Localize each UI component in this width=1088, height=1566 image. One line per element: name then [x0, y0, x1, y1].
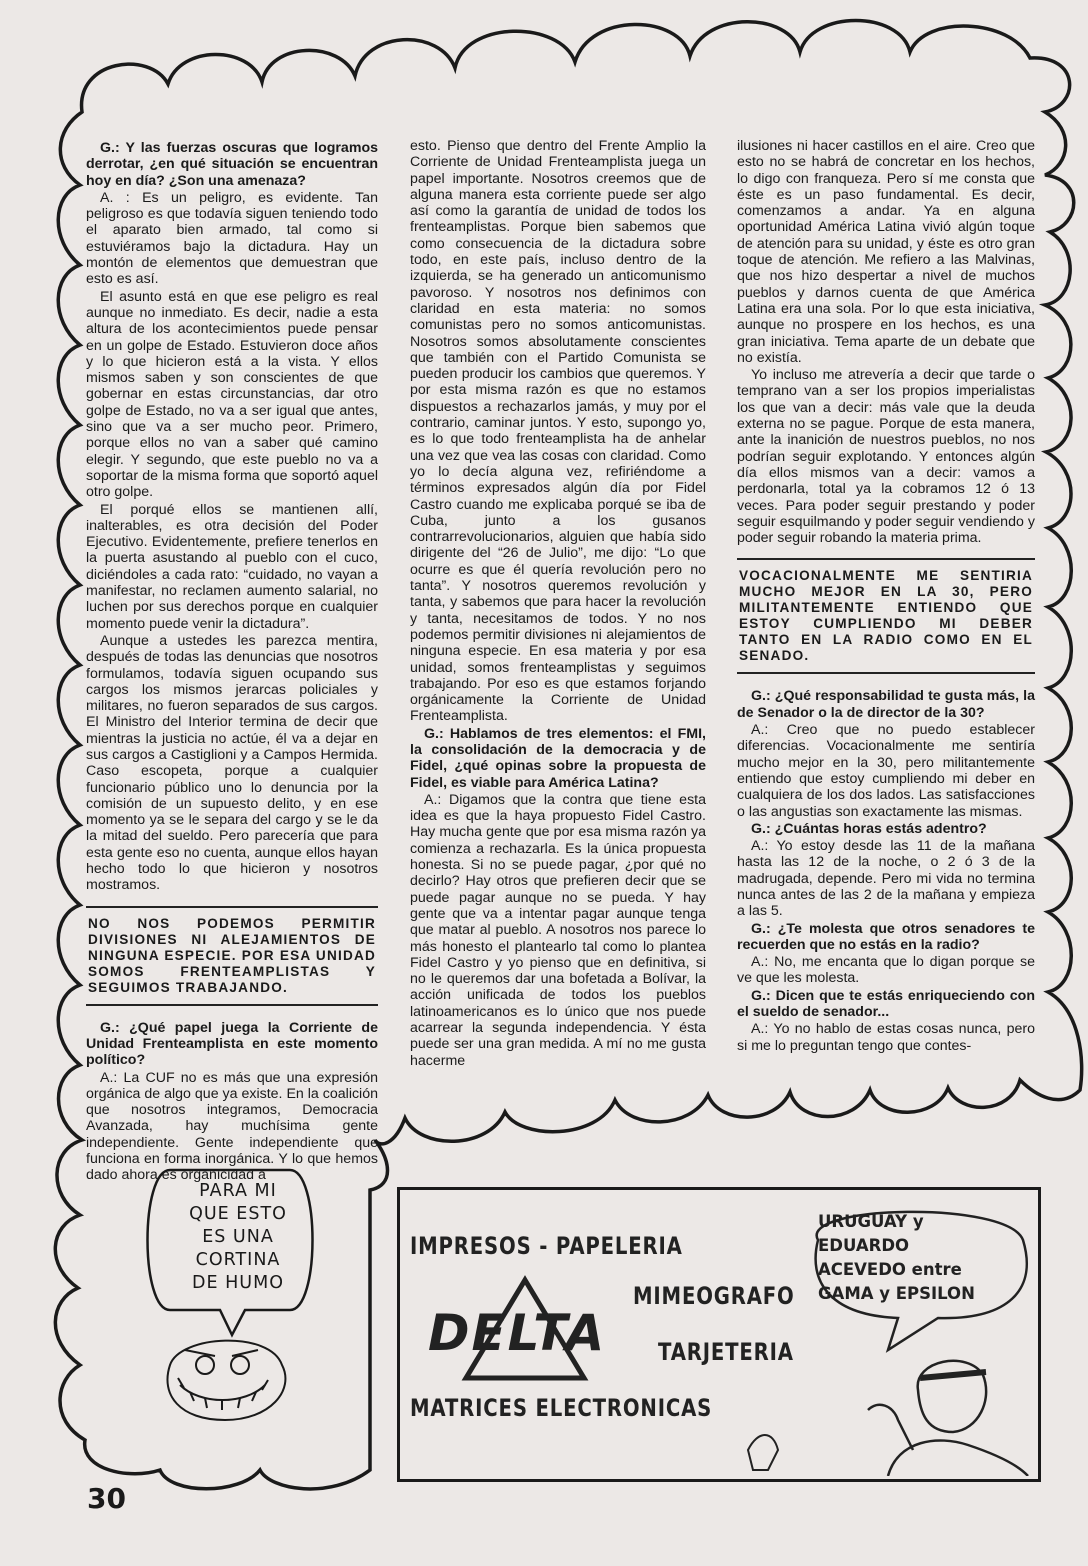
- ad-speech-line: ACEVEDO entre: [818, 1260, 962, 1279]
- article-paragraph: El asunto está en que ese peligro es real aunque no inmediato. Es decir, nadie a esta altura de los acontecimientos puede pensar en un golpe de Estado. Estuvieron doce años y lo que hicieron está a la vista. Y ellos mismos saben y son conscientes de que gobernar en estas circunstancias, dar otro golpe de Estado, no va a ser igual que antes, sino que va a ser mucho peor. Primero, porque ellos no van a saber qué camino elegir. Y segundo, que este pueblo no va a soportar de la misma forma que soportó aquel otro golpe.: [86, 288, 378, 501]
- article-paragraph: A.: No, me encanta que lo digan porque se ve que les molesta.: [737, 954, 1035, 987]
- ad-line-mimeografo: MIMEOGRAFO: [633, 1282, 795, 1310]
- article-paragraph: A.: Yo estoy desde las 11 de la mañana hasta las 12 de la noche, o 2 ó 3 de la madrugada, depende. Pero mi vida no termina nunca antes de las 2 de la mañana y empieza a las 5.: [737, 838, 1035, 920]
- article-paragraph: A.: Digamos que la contra que tiene esta idea es que la haya propuesto Fidel Castro. Hay mucha gente que por esa misma razón ya comienza a rechazarla. Es la única propuesta honesta. Si no se puede pagar, ¿por qué no decirlo? Hay otros que prefieren decir que se puede pagar aunque no se pueda. Y hay gente que va a intentar pagar aunque tenga que matar al pueblo. A nosotros nos parece lo más honesto el plantearlo tal como lo plantea Fidel Castro y yo pienso que en definitiva, si no le queremos dar una bofetada a Bolívar, la acción unificada de todos los pueblos latinoamericanos es lo único que nos puede acarrear la segunda independencia. Y ésta puede ser una gran medida. A mí no me gusta hacerme: [410, 791, 706, 1069]
- article-paragraph: A.: La CUF no es más que una expresión orgánica de algo que ya existe. En la coalición que nosotros integramos, Democracia Avanzada, hay muchísima gente independiente. Gente independiente que funciona en forma inorgánica. Y lo que hemos dado ahora es organicidad a: [86, 1069, 378, 1184]
- article-paragraph: Yo incluso me atrevería a decir que tarde o temprano van a ser los propios imperialistas los que van a decir: más vale que la deuda externa no se pague. Porque de esta manera, ante la inanición de nuestros pueblos, no nos podrían seguir explotando. Y entonces algún día ellos mismos van a decir: vamos a perdonarla, total ya la cobramos 12 ó 13 veces. Para poder seguir prestando y poder seguir esquilmando y poder seguir vendiendo y poder seguir robando la materia prima.: [737, 367, 1035, 547]
- interview-question: G.: Dicen que te estás enriqueciendo con el sueldo de senador...: [737, 987, 1035, 1021]
- page-number: 30: [87, 1482, 126, 1515]
- ad-line-impresos: IMPRESOS - PAPELERIA: [410, 1232, 683, 1260]
- article-paragraph: esto. Pienso que dentro del Frente Amplio la Corriente de Unidad Frenteamplista juega un papel importante. Nosotros creemos que de alguna manera esta corriente puede ser algo así como la garantía de unidad de todos los frenteamplistas. Porque bien sabemos que como consecuencia de la dictadura sobre todo, en este país, incluso dentro de la izquierda, se ha generado un anticomunismo pavoroso. Y nosotros nos definimos con claridad en esta materia: no somos comunistas pero no somos anticomunistas. Nosotros somos absolutamente conscientes que también con el Partido Comunista se pueden producir los cambios que queremos. Y por esta misma razón es que no estamos dispuestos a rechazarlos jamás, y muy por el contrario, caminar juntos. Y esto, supongo yo, es lo que todo frenteamplista ha de anhelar una vez que vea las cosas con claridad. Como yo lo decía alguna vez, refiriéndome a términos expresados algún día por Fidel Castro cuando me explicaba porqué se iba de Cuba, junto a los gusanos contrarrevolucionarios, alguien que había sido dirigente del “26 de Julio”, me dijo: “Lo que ocurre es que él quería revolución pero no tanta”. Y nosotros queremos revolución y tanta, y sabemos que para hacer la revolución y tanta, necesitamos de todos. Y no nos podemos permitir divisiones ni alejamientos de ninguna especie. En esa materia y por esa unidad, somos frenteamplistas y seguimos trabajando. Por eso es que estamos forjando orgánicamente la Corriente de Unidad Frenteamplista.: [410, 138, 706, 725]
- ad-speech-line: GAMA y EPSILON: [818, 1284, 975, 1303]
- interview-question: G.: ¿Te molesta que otros senadores te recuerden que no estás en la radio?: [737, 920, 1035, 953]
- interview-question: G.: Hablamos de tres elementos: el FMI, la consolidación de la democracia y de Fidel, ¿qué opinas sobre la propuesta de Fidel, es viable para América Latina?: [410, 725, 706, 791]
- ad-line-tarjeteria: TARJETERIA: [658, 1338, 794, 1366]
- pull-quote: VOCACIONALMENTE ME SENTIRIA MUCHO MEJOR EN LA 30, PERO MILITANTEMENTE ENTIENDO QUE ESTOY CUMPLIENDO MI DEBER TANTO EN LA RADIO COMO EN EL SENADO.: [737, 558, 1035, 674]
- interview-question: G.: Y las fuerzas oscuras que logramos derrotar, ¿en qué situación se encuentran hoy en día? ¿Son una amenaza?: [86, 140, 378, 189]
- ad-speech-text: [818, 1210, 998, 1306]
- delta-advertisement: [397, 1187, 1041, 1482]
- cartoon-speech-line: CORTINA: [195, 1250, 281, 1270]
- ad-speech-line: URUGUAY y: [818, 1212, 924, 1231]
- ad-speech-line: EDUARDO: [818, 1236, 910, 1255]
- cartoon-speech-text: [168, 1180, 308, 1295]
- cartoon-speech-line: PARA MI: [199, 1181, 277, 1201]
- cartoon-speech-line: ES UNA: [202, 1227, 274, 1247]
- article-paragraph: Aunque a ustedes les parezca mentira, después de todas las denuncias que nosotros formulamos, todavía siguen ocupando sus cargos los mismos jerarcas policiales y militares, no fueron separados de sus cargos. El Ministro del Interior termina de decir que mientras la justicia no actúe, él va a dejar en sus cargos a Castiglioni y a Campos Hermida. Caso escopeta, porque a cualquier funcionario público uno lo denuncia por la comisión de un supuesto delito, y en ese momento ya se le separa del cargo y se le da la mitad del sueldo. Pero parecería que para esta gente eso no cuenta, aunque ellos hayan hecho todo lo que hicieron y nosotros mostramos.: [86, 632, 378, 894]
- cartoon-speech-line: QUE ESTO: [189, 1204, 287, 1224]
- ad-line-matrices: MATRICES ELECTRONICAS: [410, 1394, 713, 1422]
- article-paragraph: A.: Creo que no puedo establecer diferencias. Vocacionalmente me sentiría mucho mejor en la 30, pero militantemente entiendo que estoy cumpliendo mi deber en cualquiera de los dos lados. Las satisfacciones o las angustias son exactamente las mismas.: [737, 722, 1035, 820]
- article-column-2: [410, 138, 706, 1070]
- article-column-1: [86, 140, 378, 1185]
- interview-question: G.: ¿Qué papel juega la Corriente de Unidad Frenteamplista en este momento político?: [86, 1019, 378, 1069]
- article-paragraph: ilusiones ni hacer castillos en el aire. Creo que esto no se habrá de concretar en los hechos, lo digo con franqueza. Pero sí me consta que éste es un paso fundamental. Es decir, comenzamos a andar. Ya en alguna oportunidad América Latina vivió algún toque de atención para su unidad, y éste es otro gran toque de atención. Me refiero a las Malvinas, que nos hizo despertar a nivel de muchos pueblos y darnos cuenta de que América Latina era una sola. Por lo que esta iniciativa, aunque no prospere en los hechos, es una gran iniciativa. Tema aparte de un debate que no existía.: [737, 138, 1035, 366]
- cartoon-speech-line: DE HUMO: [192, 1273, 284, 1293]
- interview-question: G.: ¿Qué responsabilidad te gusta más, la de Senador o la de director de la 30?: [737, 688, 1035, 721]
- article-paragraph: El porqué ellos se mantienen allí, inalterables, es otra decisión del Poder Ejecutivo. Evidentemente, prefiere tenerlos en la puerta asustando al pueblo con el cuco, diciéndoles a cada rato: “cuidado, no vayan a manifestar, no reclamen aumento salarial, no luchen por sus derechos porque en cualquier momento puede venir la dictadura”.: [86, 501, 378, 632]
- article-paragraph: A. : Es un peligro, es evidente. Tan peligroso es que todavía siguen teniendo todo el aparato bien armado, tal como si estuviéramos bajo la dictadura. Hay un montón de elementos que demuestran que esto es así.: [86, 189, 378, 288]
- article-paragraph: A.: Yo no hablo de estas cosas nunca, pero si me lo preguntan tengo que contes-: [737, 1021, 1035, 1054]
- pull-quote: NO NOS PODEMOS PERMITIR DIVISIONES NI ALEJAMIENTOS DE NINGUNA ESPECIE. POR ESA UNIDAD SOMOS FRENTEAMPLISTAS Y SEGUIMOS TRABAJANDO.: [86, 906, 378, 1006]
- delta-brand-name: DELTA: [428, 1304, 607, 1362]
- interview-question: G.: ¿Cuántas horas estás adentro?: [751, 820, 987, 837]
- article-column-3: [737, 138, 1035, 1055]
